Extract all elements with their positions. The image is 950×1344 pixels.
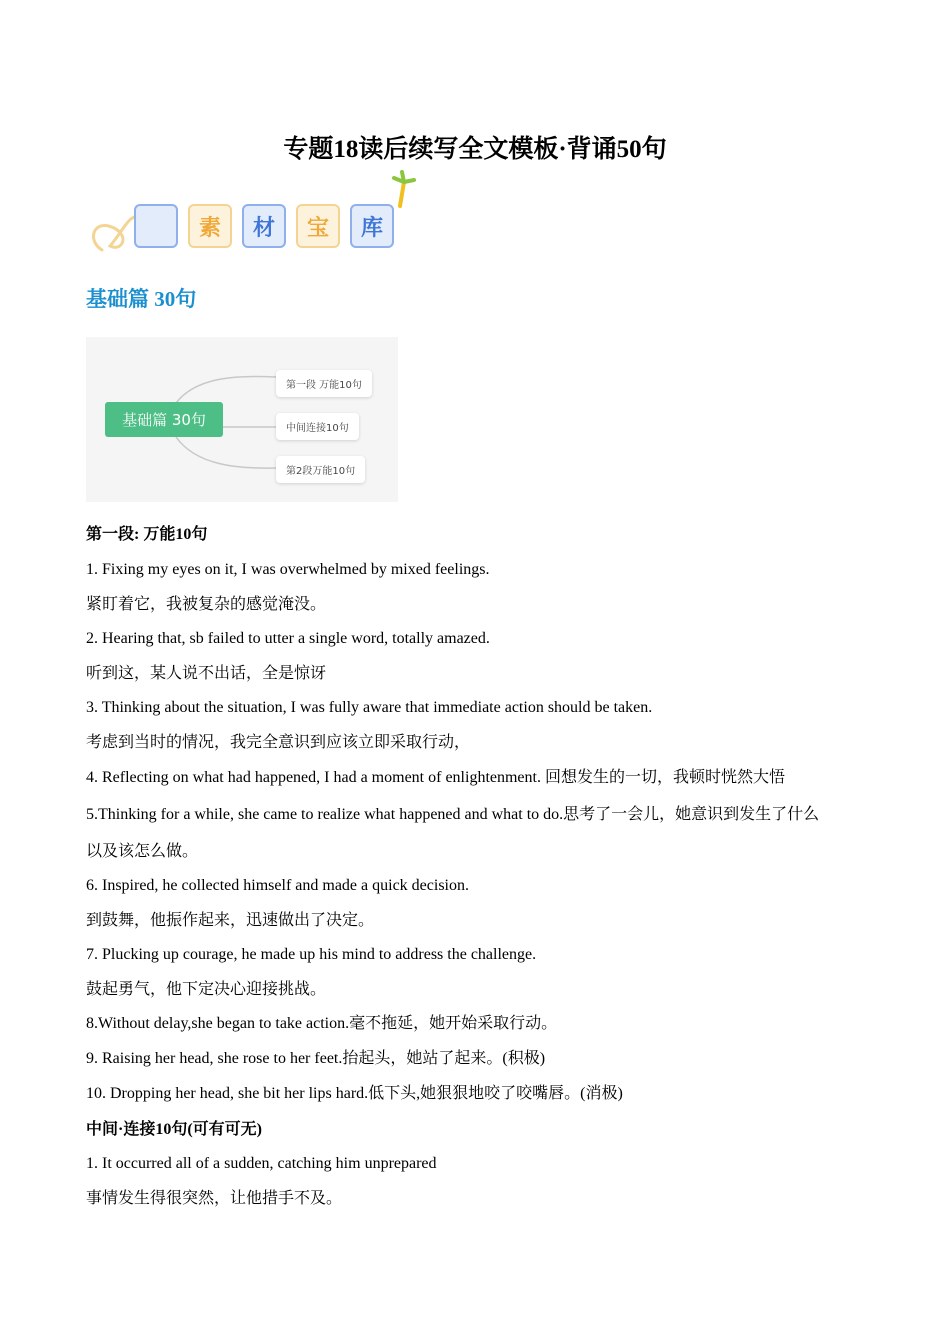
sentence-line: 考虑到当时的情况，我完全意识到应该立即采取行动， [86, 734, 471, 751]
material-banner [84, 170, 424, 260]
sentence-line: 4. Reflecting on what had happened, I had a moment of enlightenment. 回想发生的一切，我顿时恍然大悟 [86, 769, 785, 786]
sentence-line: 7. Plucking up courage, he made up his mind to address the challenge. [86, 946, 537, 963]
mindmap-node-paragraph2: 第2段万能10句 [276, 456, 365, 483]
sentence-line: 到鼓舞，他振作起来，迅速做出了决定。 [86, 912, 375, 929]
sentence-line: 2. Hearing that, sb failed to utter a single word, totally amazed. [86, 630, 490, 647]
banner-tile-ku: 库 [350, 204, 394, 248]
sentence-line: 3. Thinking about the situation, I was fully aware that immediate action should be taken. [86, 699, 653, 716]
banner-tile-su: 素 [188, 204, 232, 248]
sentence-line: 1. It occurred all of a sudden, catching him unprepared [86, 1155, 437, 1172]
section-heading: 基础篇 30句 [86, 287, 197, 311]
subheading-paragraph1: 第一段: 万能10句 [86, 526, 208, 543]
sentence-line: 6. Inspired, he collected himself and made a quick decision. [86, 877, 469, 894]
sentence-line: 以及该怎么做。 [86, 843, 199, 860]
sentence-line: 紧盯着它，我被复杂的感觉淹没。 [86, 596, 327, 613]
banner-tile-bao: 宝 [296, 204, 340, 248]
mindmap-node-paragraph1: 第一段 万能10句 [276, 370, 372, 397]
globe-tile [134, 204, 178, 248]
sentence-line: 8.Without delay,she began to take action.毫不拖延，她开始采取行动。 [86, 1015, 558, 1032]
sentence-line: 10. Dropping her head, she bit her lips hard.低下头,她狠狠地咬了咬嘴唇。(消极) [86, 1085, 623, 1102]
subheading-middle: 中间·连接10句(可有可无) [86, 1121, 262, 1138]
sentence-line: 9. Raising her head, she rose to her feet.抬起头，她站了起来。(积极) [86, 1050, 546, 1067]
sentence-line: 5.Thinking for a while, she came to realize what happened and what to do.思考了一会儿，她意识到发生了什么 [86, 806, 820, 823]
banner-tile-cai: 材 [242, 204, 286, 248]
mindmap-node-middle: 中间连接10句 [276, 413, 359, 440]
mindmap-diagram [86, 337, 398, 502]
sentence-line: 事情发生得很突然，让他措手不及。 [86, 1190, 343, 1207]
sentence-line: 听到这，某人说不出话，全是惊讶 [86, 665, 327, 682]
mindmap-root-node: 基础篇 30句 [105, 402, 223, 437]
sentence-line: 1. Fixing my eyes on it, I was overwhelmed by mixed feelings. [86, 561, 490, 578]
sentence-line: 鼓起勇气，他下定决心迎接挑战。 [86, 981, 327, 998]
page-title: 专题18读后续写全文模板·背诵50句 [283, 136, 667, 163]
sprout-icon [400, 182, 404, 206]
